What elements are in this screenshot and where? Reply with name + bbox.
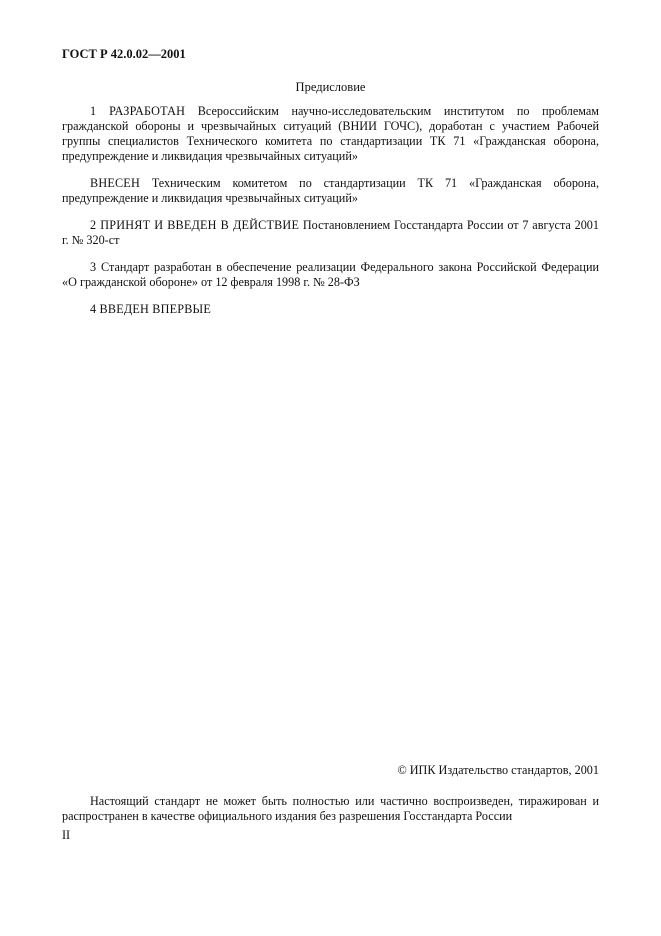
standard-code: ГОСТ Р 42.0.02—2001 [62, 47, 186, 61]
paragraph-lead: 1 РАЗРАБОТАН [90, 104, 186, 118]
paragraph-lead: 3 [90, 260, 97, 274]
paragraph-developed [62, 104, 599, 164]
paragraph-text: Постановлением Госстандарта России от 7 августа 2001 г. № 320-ст [62, 218, 599, 247]
paragraph-lead: ВНЕСЕН [90, 176, 140, 190]
paragraph-adopted [62, 218, 599, 248]
paragraph-text: Техническим комитетом по стандартизации ТК 71 «Гражданская оборона, предупреждение и ликвидация чрезвычайных ситуаций» [62, 176, 599, 205]
paragraph-lead: 2 ПРИНЯТ И ВВЕДЕН В ДЕЙСТВИЕ [90, 218, 300, 232]
foreword-body [62, 104, 599, 329]
paragraph-text: Всероссийским научно-исследовательским институтом по проблемам гражданской обороны и чрезвычайных ситуаций (ВНИИ ГОЧС), доработан с участием Рабочей группы специалистов Технического комитета по стандартизации ТК 71 «Гражданская оборона, предупреждение и ликвидация чрезвычайных ситуаций» [62, 104, 599, 163]
paragraph-purpose [62, 260, 599, 290]
copyright-notice: © ИПК Издательство стандартов, 2001 [397, 763, 599, 777]
paragraph-first-introduced [62, 302, 599, 317]
page-number: II [62, 828, 71, 842]
page-title: Предисловие [295, 80, 366, 94]
paragraph-introduced-by [62, 176, 599, 206]
paragraph-text: Стандарт разработан в обеспечение реализации Федерального закона Российской Федерации «О гражданской обороне» от 12 февраля 1998 г. № 28-ФЗ [62, 260, 599, 289]
paragraph-lead: 4 ВВЕДЕН ВПЕРВЫЕ [90, 302, 212, 316]
reproduction-notice: Настоящий стандарт не может быть полностью или частично воспроизведен, тиражирован и распространен в качестве официального издания без разрешения Госстандарта России [62, 794, 599, 823]
